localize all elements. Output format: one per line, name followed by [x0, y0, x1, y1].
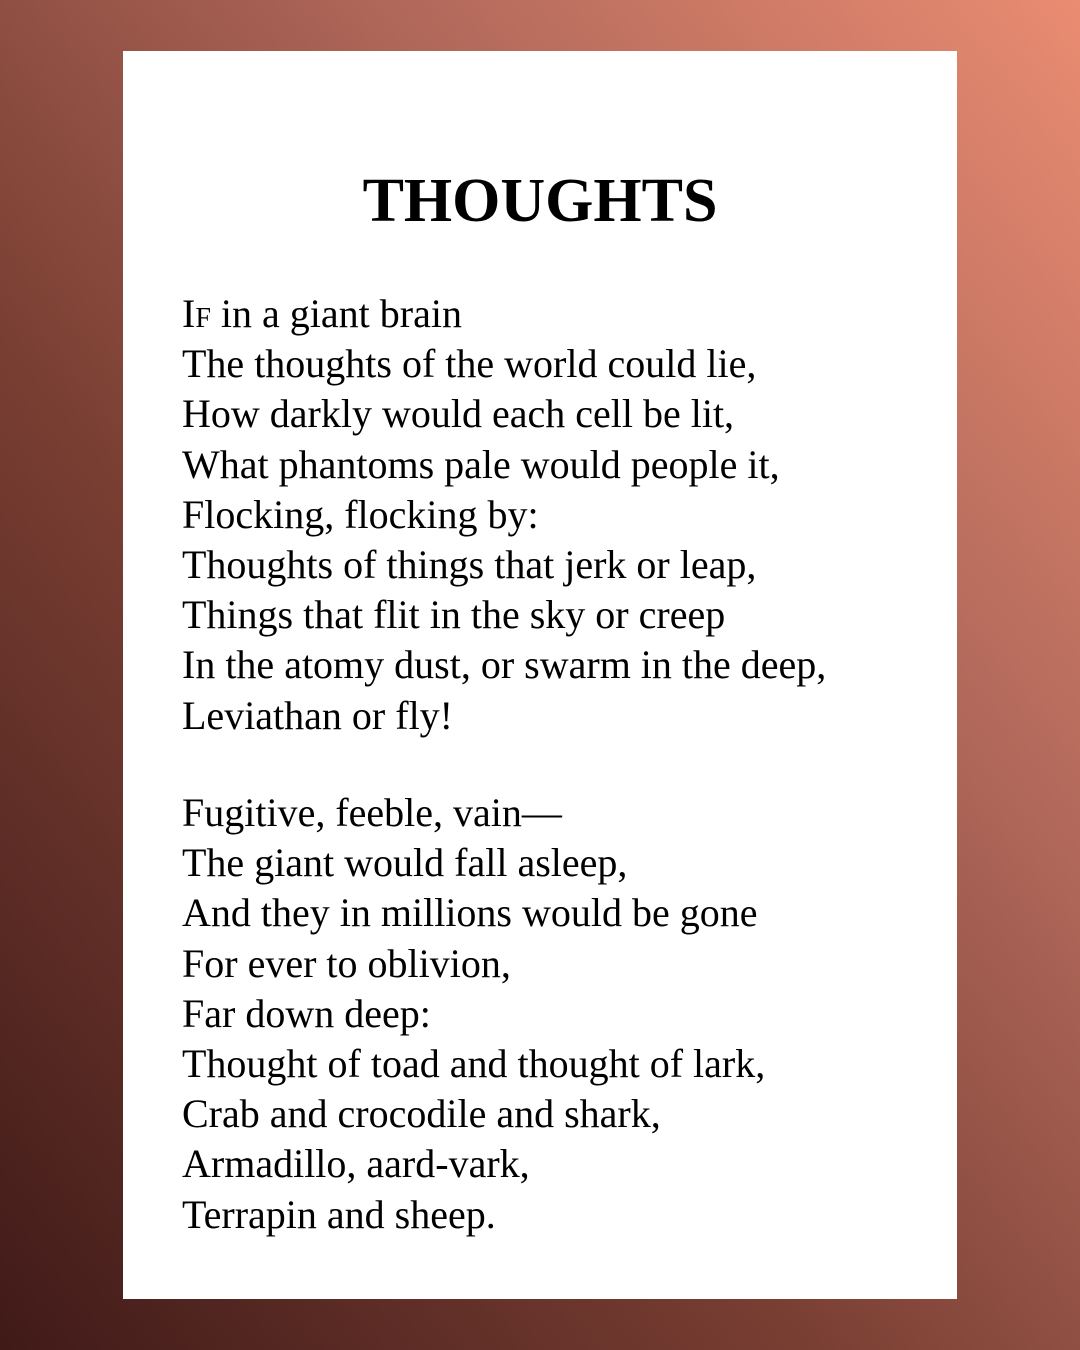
poem-line: Thoughts of things that jerk or leap, — [182, 541, 757, 587]
poem-line: Leviathan or fly! — [182, 692, 453, 738]
poem-line — [182, 289, 942, 339]
poem-title: THOUGHTS — [362, 167, 718, 235]
poem-line: For ever to oblivion, — [182, 940, 511, 986]
poem-line: The thoughts of the world could lie, — [182, 341, 757, 387]
stanza-1 — [182, 289, 942, 741]
poem-line: Fugitive, feeble, vain— — [182, 790, 562, 835]
poem-line: What phantoms pale would people it, — [182, 441, 780, 487]
stanza-2 — [182, 788, 942, 1240]
poem-line: In the atomy dust, or swarm in the deep, — [182, 642, 827, 688]
opening-word: If — [182, 291, 211, 336]
poem-line: Thought of toad and thought of lark, — [182, 1040, 766, 1086]
poem-line: And they in millions would be gone — [182, 890, 758, 936]
poem-line: How darkly would each cell be lit, — [182, 391, 735, 437]
poem-line: Things that flit in the sky or creep — [182, 592, 726, 638]
poem-line: Crab and crocodile and shark, — [182, 1091, 661, 1137]
poem-line: Far down deep: — [182, 990, 431, 1036]
poem-line: Flocking, flocking by: — [182, 491, 539, 537]
first-line-rest: in a giant brain — [210, 291, 462, 336]
poem-line: Armadillo, aard-vark, — [182, 1141, 530, 1187]
poem-line: Terrapin and sheep. — [182, 1191, 496, 1237]
poem-line: The giant would fall asleep, — [182, 840, 628, 886]
poem-card — [123, 51, 957, 1299]
